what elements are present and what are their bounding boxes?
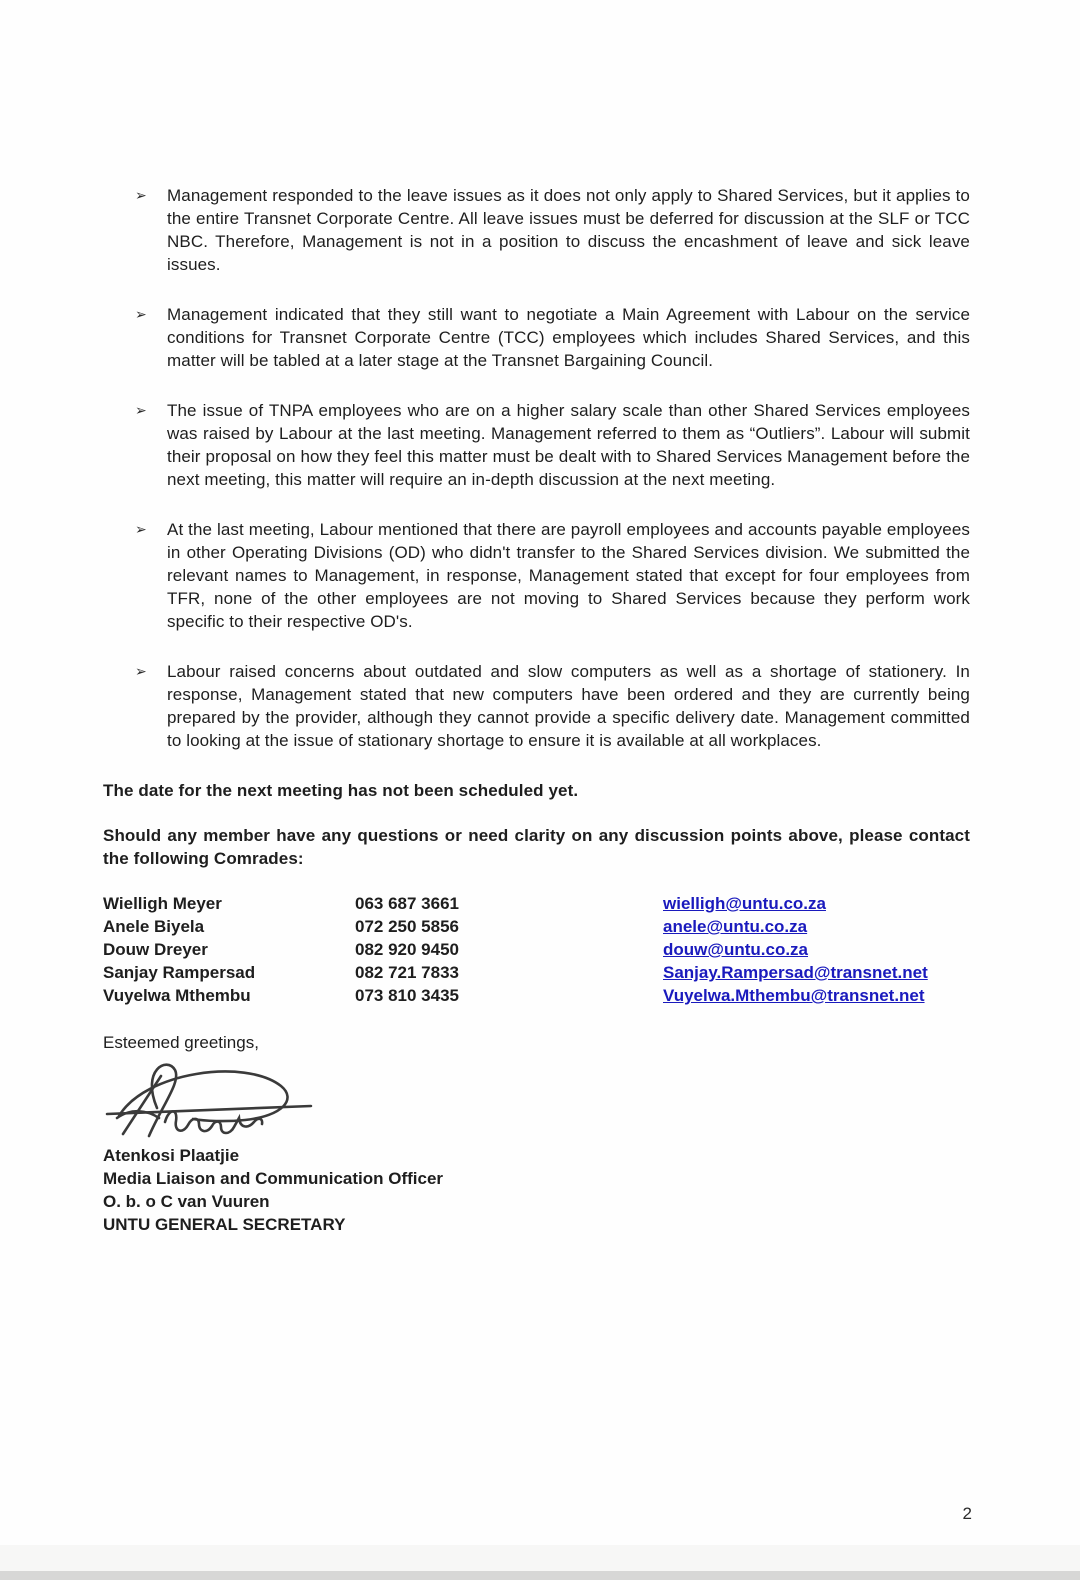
signature-block (103, 1144, 970, 1236)
discussion-points-list (103, 184, 970, 752)
contact-name: Vuyelwa Mthembu (103, 986, 251, 1005)
contacts-table (103, 892, 970, 1007)
contact-phone: 063 687 3661 (355, 894, 459, 913)
contact-row (103, 984, 970, 1007)
contact-email (663, 961, 970, 984)
contact-email (663, 984, 970, 1007)
arrow-bullet-icon: ➢ (135, 521, 147, 537)
contact-phone: 082 920 9450 (355, 940, 459, 959)
contact-email-link[interactable]: anele@untu.co.za (663, 917, 808, 936)
bullet-text: Labour raised concerns about outdated and slow computers as well as a shortage of stationery. In response, Management stated that new computers have been ordered and they are currently being prepared by the provider, although they cannot provide a specific delivery date. Management committed to looking at the issue of stationary shortage to ensure it is available at all workplaces. (167, 662, 970, 750)
bullet-item (103, 184, 970, 276)
scan-edge-dark (0, 1571, 1080, 1580)
scan-edge-light (0, 1545, 1080, 1571)
contact-row (103, 938, 970, 961)
contact-row (103, 961, 970, 984)
arrow-bullet-icon: ➢ (135, 663, 147, 679)
closing-greeting: Esteemed greetings, (103, 1033, 259, 1052)
contact-phone: 082 721 7833 (355, 963, 459, 982)
signature-image (105, 1056, 315, 1140)
bullet-text: Management responded to the leave issues as it does not only apply to Shared Services, but it applies to the entire Transnet Corporate Centre. All leave issues must be deferred for discussion at the SLF or TCC NBC. Therefore, Management is not in a position to discuss the encashment of leave and sick leave issues. (167, 186, 970, 274)
bullet-item (103, 399, 970, 491)
contact-email (663, 892, 970, 915)
signatory-title: Media Liaison and Communication Officer (103, 1169, 444, 1188)
bullet-text: At the last meeting, Labour mentioned that there are payroll employees and accounts payable employees in other Operating Divisions (OD) who didn't transfer to the Shared Services division. We submitted the relevant names to Management, in response, Management stated that except for four employees from TFR, none of the other employees are not moving to Shared Services because they perform work specific to their respective OD's. (167, 520, 970, 631)
signatory-name: Atenkosi Plaatjie (103, 1146, 240, 1165)
contact-row (103, 915, 970, 938)
contact-email-link[interactable]: Sanjay.Rampersad@transnet.net (663, 963, 928, 982)
contact-email (663, 938, 970, 961)
arrow-bullet-icon: ➢ (135, 402, 147, 418)
bullet-item (103, 518, 970, 633)
bullet-item (103, 303, 970, 372)
notices-section (103, 779, 970, 870)
signatory-obo: O. b. o C van Vuuren (103, 1192, 270, 1211)
contact-intro: Should any member have any questions or need clarity on any discussion points above, please contact the following Comrades: (103, 826, 970, 868)
contact-name: Anele Biyela (103, 917, 205, 936)
contact-email (663, 915, 970, 938)
contact-phone: 073 810 3435 (355, 986, 459, 1005)
signatory-role: UNTU GENERAL SECRETARY (103, 1215, 346, 1234)
contact-email-link[interactable]: wielligh@untu.co.za (663, 894, 826, 913)
bullet-text: Management indicated that they still want to negotiate a Main Agreement with Labour on the service conditions for Transnet Corporate Centre (TCC) employees which includes Shared Services, and this matter will be tabled at a later stage at the Transnet Bargaining Council. (167, 305, 970, 370)
page-number: 2 (962, 1504, 972, 1523)
next-meeting-notice: The date for the next meeting has not been scheduled yet. (103, 781, 579, 800)
bullet-item (103, 660, 970, 752)
contact-email-link[interactable]: douw@untu.co.za (663, 940, 809, 959)
arrow-bullet-icon: ➢ (135, 187, 147, 203)
bullet-text: The issue of TNPA employees who are on a higher salary scale than other Shared Services employees was raised by Labour at the last meeting. Management referred to them as “Outliers”. Labour will submit their proposal on how they feel this matter must be dealt with to Shared Services Management before the next meeting, this matter will require an in-depth discussion at the next meeting. (167, 401, 970, 489)
arrow-bullet-icon: ➢ (135, 306, 147, 322)
contact-phone: 072 250 5856 (355, 917, 459, 936)
signature-scribble (105, 1056, 315, 1140)
contact-email-link[interactable]: Vuyelwa.Mthembu@transnet.net (663, 986, 925, 1005)
contact-name: Douw Dreyer (103, 940, 208, 959)
contact-name: Wielligh Meyer (103, 894, 222, 913)
contact-name: Sanjay Rampersad (103, 963, 256, 982)
contact-row (103, 892, 970, 915)
